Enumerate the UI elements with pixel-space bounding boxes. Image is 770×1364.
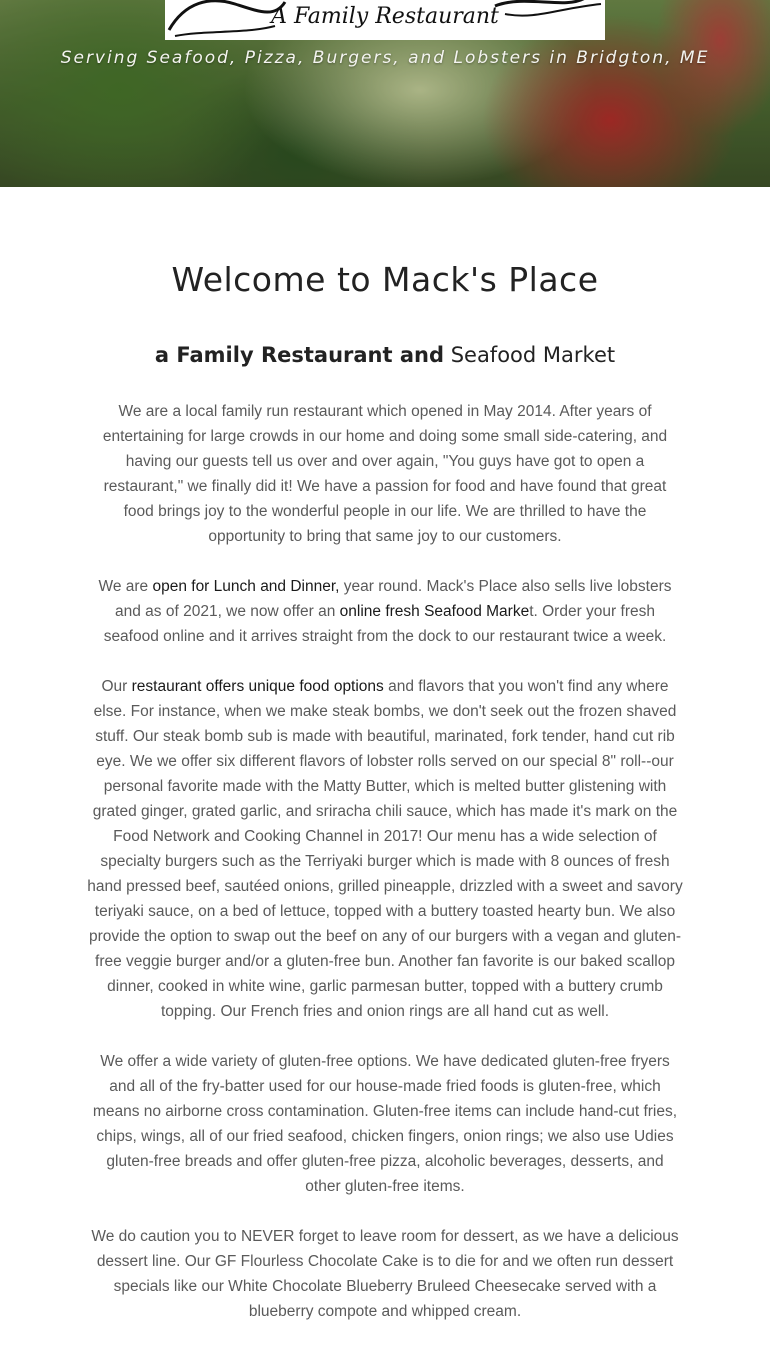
subtitle-bold: a Family Restaurant and (154, 343, 445, 367)
subtitle-plain: Seafood Market (444, 343, 616, 367)
text-segment: t. Order your fresh seafood online and it arrives straight from the dock to our restaurant twice a week. (103, 603, 667, 645)
paragraph-history: We are a local family run restaurant which opened in May 2014. After years of entertaining for large crowds in our home and doing some small side-catering, and having our guests tell us over and over again, "You guys have got to open a restaurant," we finally did it! We have a passion for food and have found that great food brings joy to the wonderful people in our life. We are thrilled to have the opportunity to bring that same joy to our customers. (102, 403, 668, 545)
lunch-dinner-link[interactable]: open for Lunch and Dinner, (152, 578, 340, 595)
text-segment: year round. Mack's Place also sells live lobsters and as of 2021, we now offer an (115, 578, 672, 620)
page-subtitle (0, 299, 770, 367)
text-segment: Our (101, 678, 132, 695)
food-options-link[interactable]: restaurant offers unique food options (131, 678, 384, 695)
text-segment: We are (98, 578, 153, 595)
hero-tagline: Serving Seafood, Pizza, Burgers, and Lobsters in Bridgton, ME (60, 48, 710, 68)
paragraph-food-options (87, 674, 683, 1024)
text-segment: and flavors that you won't find any where else. For instance, when we make steak bombs, we don't seek out the frozen shaved stuff. Our steak bomb sub is made with beautiful, marinated, fork tender, hand cut rib eye. We we offer six different flavors of lobster rolls served on our special 8" roll--our personal favorite made with the Matty Butter, which is melted butter glistening with grated ginger, grated garlic, and sriracha chili sauce, which has made it's mark on the Food Network and Cooking Channel in 2017! Our menu has a wide selection of specialty burgers such as the Terriyaki burger which is made with 8 ounces of fresh hand pressed beef, sautéed onions, grilled pineapple, drizzled with a sweet and savory teriyaki sauce, on a bed of lettuce, topped with a buttery toasted hearty bun. We also provide the option to swap out the beef on any of our burgers with a vegan and gluten-free veggie burger and/or a gluten-free bun. Another fan favorite is our baked scallop dinner, cooked in white wine, garlic parmesan butter, topped with a buttery crumb topping. Our French fries and onion rings are all hand cut as well. (87, 678, 683, 1020)
paragraph-hours (87, 574, 683, 649)
paragraph-gluten-free: We offer a wide variety of gluten-free options. We have dedicated gluten-free fryers and all of the fry-batter used for our house-made fried foods is gluten-free, which means no airborne cross contamination. Gluten-free items can include hand-cut fries, chips, wings, all of our fried seafood, chicken fingers, onion rings; we also use Udies gluten-free breads and offer gluten-free pizza, alcoholic beverages, desserts, and other gluten-free items. (92, 1053, 678, 1195)
main-content (0, 187, 770, 1324)
page-title: Welcome to Mack's Place (171, 260, 599, 299)
seafood-market-link[interactable]: online fresh Seafood Marke (339, 603, 530, 620)
logo-subtitle: A Family Restaurant (271, 4, 499, 29)
paragraph-dessert: We do caution you to NEVER forget to leave room for dessert, as we have a delicious dessert line. Our GF Flourless Chocolate Cake is to die for and we often run dessert specials like our White Chocolate Blueberry Bruleed Cheesecake served with a blueberry compote and whipped cream. (91, 1228, 679, 1320)
restaurant-logo[interactable] (165, 0, 605, 40)
hero-banner (0, 0, 770, 187)
intro-text (87, 399, 683, 1324)
